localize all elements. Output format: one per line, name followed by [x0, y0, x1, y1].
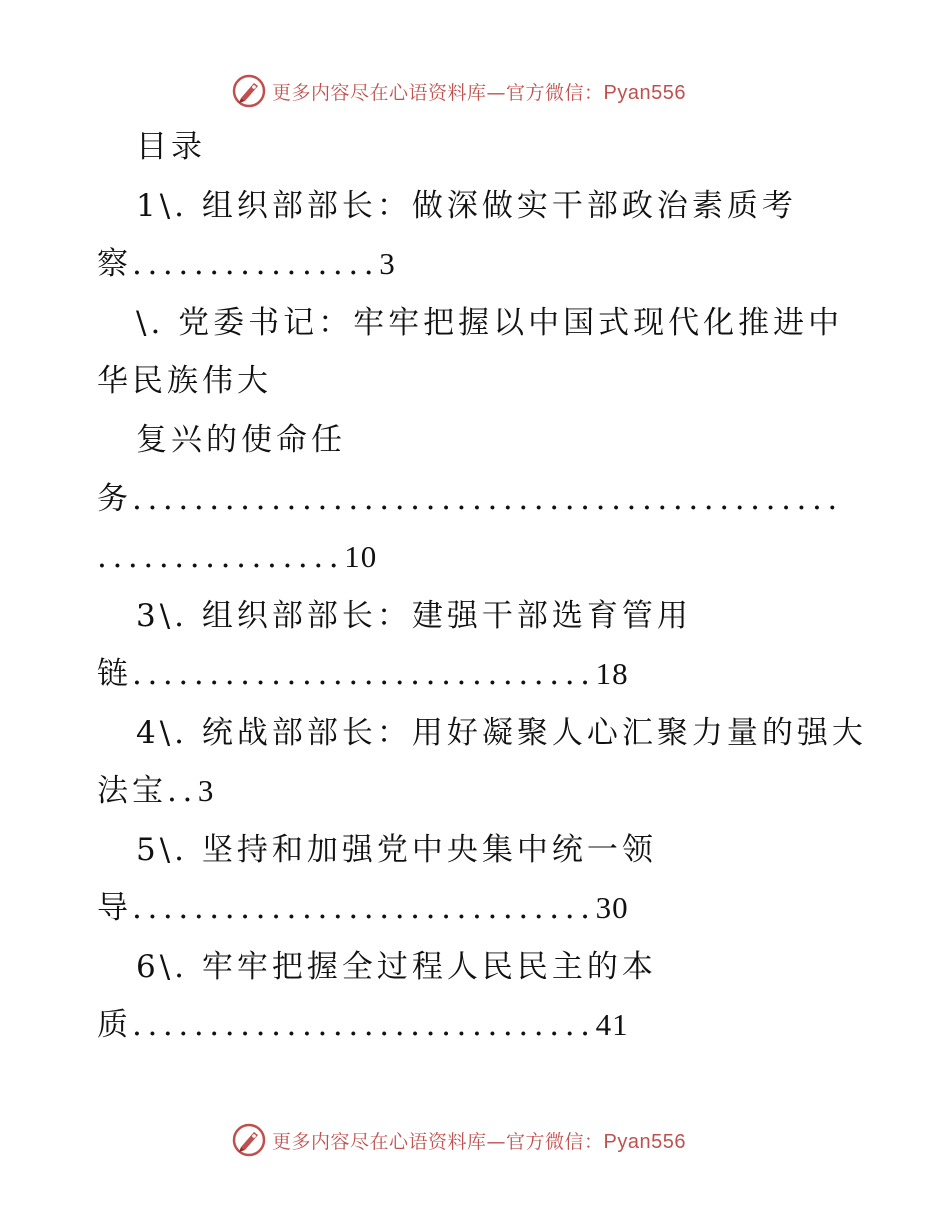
toc-entry-3-title: 3\. 组织部部长：建强干部选育管用: [136, 598, 692, 634]
toc-entry-6-leader: 质..............................41: [97, 1007, 629, 1043]
toc-entry-2-leader-cont: ................10: [97, 539, 378, 575]
toc-entry-2-title: \. 党委书记：牢牢把握以中国式现代化推进中: [136, 305, 844, 341]
toc-entry-6-page: 41: [595, 1007, 629, 1042]
toc-entry-4-leader: 法宝..3: [97, 773, 215, 809]
toc-entry-6-title: 6\. 牢牢把握全过程人民民主的本: [136, 949, 657, 985]
watermark-footer: [232, 1120, 752, 1160]
toc-entry-2-title-cont2: 复兴的使命任: [136, 422, 346, 458]
toc-entry-5-title: 5\. 坚持和加强党中央集中统一领: [136, 832, 657, 868]
toc-entry-1-leader: 察................3: [97, 246, 396, 282]
watermark-text: 更多内容尽在心语资料库—官方微信：Pyan556: [272, 81, 686, 104]
toc-entry-3-leader: 链..............................18: [97, 656, 629, 692]
toc-entry-2-title-cont: 华民族伟大: [97, 363, 272, 399]
toc-entry-4-page: 3: [197, 773, 215, 808]
toc-entry-2-leader: 务..............................................: [97, 481, 843, 517]
toc-entry-5-leader: 导..............................30: [97, 890, 629, 926]
watermark-handle: Pyan556: [603, 81, 686, 104]
toc-entry-1-page: 3: [379, 246, 396, 281]
watermark-text: 更多内容尽在心语资料库—官方微信：Pyan556: [272, 1130, 686, 1153]
toc-entry-1-title: 1\. 组织部部长：做深做实干部政治素质考: [136, 188, 797, 224]
toc-entry-4-title: 4\. 统战部部长：用好凝聚人心汇聚力量的强大: [136, 715, 867, 751]
toc-entry-2-page: 10: [344, 539, 378, 574]
toc-entry-3-page: 18: [595, 656, 629, 691]
toc-entry-5-page: 30: [595, 890, 629, 925]
watermark-handle: Pyan556: [603, 1130, 686, 1153]
pen-nib-logo-icon: [232, 1123, 266, 1157]
toc-heading: 目录: [136, 129, 206, 165]
